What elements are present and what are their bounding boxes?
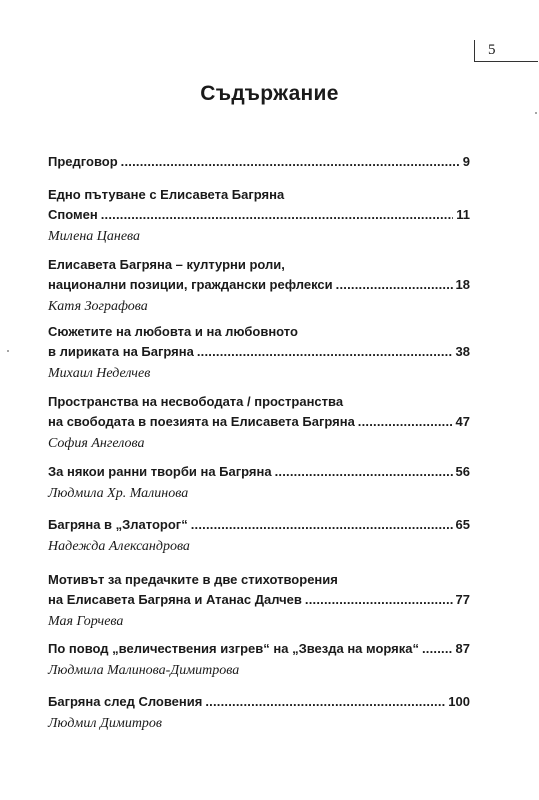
toc-entry-page: 18 — [455, 277, 470, 292]
toc-entry[interactable] — [48, 152, 470, 172]
toc-entry[interactable] — [48, 185, 470, 247]
toc-entry-title-line — [48, 185, 470, 205]
toc-entry-title-line — [48, 570, 470, 590]
toc-entry-title: Спомен — [48, 207, 98, 222]
toc-entry-title: Багряна в „Златорог“ — [48, 517, 188, 532]
toc-entry-title: Елисавета Багряна – културни роли, — [48, 257, 285, 272]
toc-entry-page: 9 — [462, 154, 470, 169]
toc-entry-author: Милена Цанева — [48, 229, 141, 244]
toc-entry-last-line — [48, 515, 470, 535]
toc-entry-title-line — [48, 322, 470, 342]
toc-entry[interactable] — [48, 515, 470, 557]
dot-leader — [191, 515, 453, 535]
toc-entry-author: София Ангелова — [48, 436, 145, 451]
toc-entry[interactable] — [48, 462, 470, 504]
toc-entry-title: Пространства на несвободата / пространства — [48, 394, 344, 409]
toc-entry-title: Предговор — [48, 154, 118, 169]
toc-entry-title-line — [48, 392, 470, 412]
toc-entry-page: 100 — [448, 694, 470, 709]
toc-entry[interactable] — [48, 322, 470, 384]
toc-entry-title: Едно пътуване с Елисавета Багряна — [48, 187, 285, 202]
toc-entry[interactable] — [48, 692, 470, 734]
dot-leader — [275, 462, 453, 482]
toc-entry[interactable] — [48, 255, 470, 317]
toc-entry[interactable] — [48, 392, 470, 454]
toc-entry-title: Багряна след Словения — [48, 694, 203, 709]
toc-entry-title: Сюжетите на любовта и на любовното — [48, 324, 298, 339]
scan-speck — [7, 350, 9, 352]
page-number-frame — [474, 40, 538, 62]
toc-entry-last-line — [48, 462, 470, 482]
dot-leader — [121, 152, 460, 172]
scan-speck — [535, 112, 537, 114]
toc-entry-last-line — [48, 692, 470, 712]
page-number: 5 — [488, 42, 496, 58]
toc-entry-title: национални позиции, граждански рефлекси — [48, 277, 333, 292]
dot-leader — [422, 639, 453, 659]
toc-entry-author: Мая Горчева — [48, 614, 124, 629]
toc-entry-last-line — [48, 275, 470, 295]
toc-entry-last-line — [48, 639, 470, 659]
toc-entry-title-line — [48, 255, 470, 275]
toc-entry[interactable] — [48, 639, 470, 681]
toc-entry-page: 11 — [456, 207, 470, 222]
dot-leader — [358, 412, 453, 432]
toc-entry-author: Людмила Малинова-Димитрова — [48, 663, 240, 678]
toc-entry-title: в лириката на Багряна — [48, 344, 194, 359]
toc-entry-last-line — [48, 205, 470, 225]
toc-entry-page: 56 — [455, 464, 470, 479]
toc-entry-title: Мотивът за предачките в две стихотворения — [48, 572, 338, 587]
dot-leader — [305, 590, 453, 610]
toc-entry-page: 87 — [455, 641, 470, 656]
toc-entry-last-line — [48, 412, 470, 432]
toc-entry-page: 65 — [455, 517, 470, 532]
toc-entry-last-line — [48, 342, 470, 362]
dot-leader — [197, 342, 453, 362]
page-title: Съдържание — [200, 82, 339, 105]
toc-entry-title: на Елисавета Багряна и Атанас Далчев — [48, 592, 302, 607]
dot-leader — [101, 205, 454, 225]
toc-entry-page: 47 — [455, 414, 470, 429]
toc-entry-page: 77 — [455, 592, 470, 607]
toc-entry-last-line — [48, 590, 470, 610]
toc-entry-page: 38 — [455, 344, 470, 359]
toc-entry-author: Людмил Димитров — [48, 716, 163, 731]
toc-entry-last-line — [48, 152, 470, 172]
toc-entry-author: Людмила Хр. Малинова — [48, 486, 189, 501]
toc-entry-title: По повод „величествения изгрев“ на „Звезда на моряка“ — [48, 641, 419, 656]
toc-entry-title: на свободата в поезията на Елисавета Багряна — [48, 414, 355, 429]
dot-leader — [205, 692, 445, 712]
toc-entry-author: Катя Зографова — [48, 299, 148, 314]
toc-entry-author: Михаил Неделчев — [48, 366, 151, 381]
toc-entry-author: Надежда Александрова — [48, 539, 190, 554]
dot-leader — [336, 275, 453, 295]
toc-entry[interactable] — [48, 570, 470, 632]
toc-entry-title: За някои ранни творби на Багряна — [48, 464, 272, 479]
